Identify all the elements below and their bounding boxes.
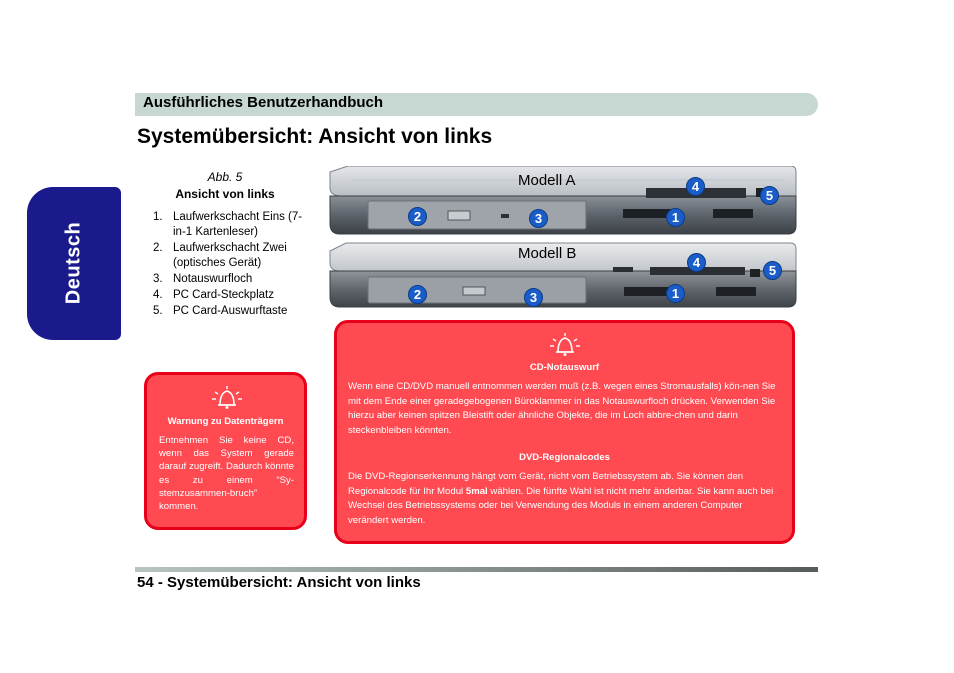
figure-number: Abb. 5 xyxy=(207,170,243,184)
bell-icon xyxy=(549,332,581,356)
legend-item: 5. PC Card-Auswurftaste xyxy=(153,305,288,317)
callout-badge-2: 2 xyxy=(408,285,427,304)
legend-item: 4. PC Card-Steckplatz xyxy=(153,289,274,301)
footer-rule xyxy=(135,567,818,572)
laptop-model-a-image xyxy=(328,166,798,236)
figure-legend xyxy=(153,210,305,320)
header-bar xyxy=(135,93,818,116)
dvd-region-heading: DVD-Regionalcodes xyxy=(519,452,610,463)
figure-caption xyxy=(160,170,290,201)
legend-item: 3. Notauswurfloch xyxy=(153,273,253,285)
warning-heading: Warnung zu Datenträgern xyxy=(167,416,284,427)
callout-badge-2: 2 xyxy=(408,207,427,226)
cd-eject-heading: CD-Notauswurf xyxy=(529,362,600,373)
laptop-model-b-image xyxy=(328,241,798,309)
info-note-box xyxy=(334,320,795,544)
callout-badge-5: 5 xyxy=(763,261,782,280)
callout-badge-3: 3 xyxy=(524,288,543,307)
callout-badge-4: 4 xyxy=(686,177,705,196)
callout-badge-3: 3 xyxy=(529,209,548,228)
model-a-label: Modell A xyxy=(518,172,576,189)
callout-badge-5: 5 xyxy=(760,186,779,205)
side-tab-label: Deutsch xyxy=(62,221,85,305)
model-b-label: Modell B xyxy=(518,245,577,262)
warning-text: Entnehmen Sie keine CD, wenn das System gerade darauf zugreift. Dadurch könnte es zu einem “Sy-stemzusammen-bruch” kommen. xyxy=(159,435,294,513)
dvd-region-text: Die DVD-Regionserkennung hängt vom Gerät, nicht vom Betriebssystem ab. Sie können den Regionalcode für Ihr Modul 5mal wählen. Die fünfte Wahl ist nicht mehr änderbar. Sie kann auch bei Wechsel des Betriebssystems oder bei Verwendung des Moduls in einem anderen Computer verändert werden. xyxy=(348,471,774,526)
legend-item: 2. Laufwerkschacht Zwei (optisches Gerät) xyxy=(153,242,287,269)
page-title: Systemübersicht: Ansicht von links xyxy=(137,125,493,148)
footer-page-label: 54 - Systemübersicht: Ansicht von links xyxy=(137,574,421,591)
callout-badge-1: 1 xyxy=(666,284,685,303)
figure-title: Ansicht von links xyxy=(175,187,275,201)
language-side-tab xyxy=(27,187,121,340)
callout-badge-1: 1 xyxy=(666,208,685,227)
legend-item: 1. Laufwerkschacht Eins (7-in-1 Kartenleser) xyxy=(153,211,303,238)
bell-icon xyxy=(211,385,243,409)
header-title: Ausführliches Benutzerhandbuch xyxy=(143,94,384,111)
callout-badge-4: 4 xyxy=(687,253,706,272)
cd-eject-text: Wenn eine CD/DVD manuell entnommen werden muß (z.B. wegen eines Stromausfalls) kön-nen Sie mit dem Ende einer geradegebogenen Büroklammer in das Notauswurfloch drücken. Verwenden Sie hierzu aber keinen spitzen Bleistift oder ähnliche Objekte, die im Loch abbre-chen und darin steckenbleiben könnten. xyxy=(348,381,776,436)
warning-note-box xyxy=(144,372,307,530)
